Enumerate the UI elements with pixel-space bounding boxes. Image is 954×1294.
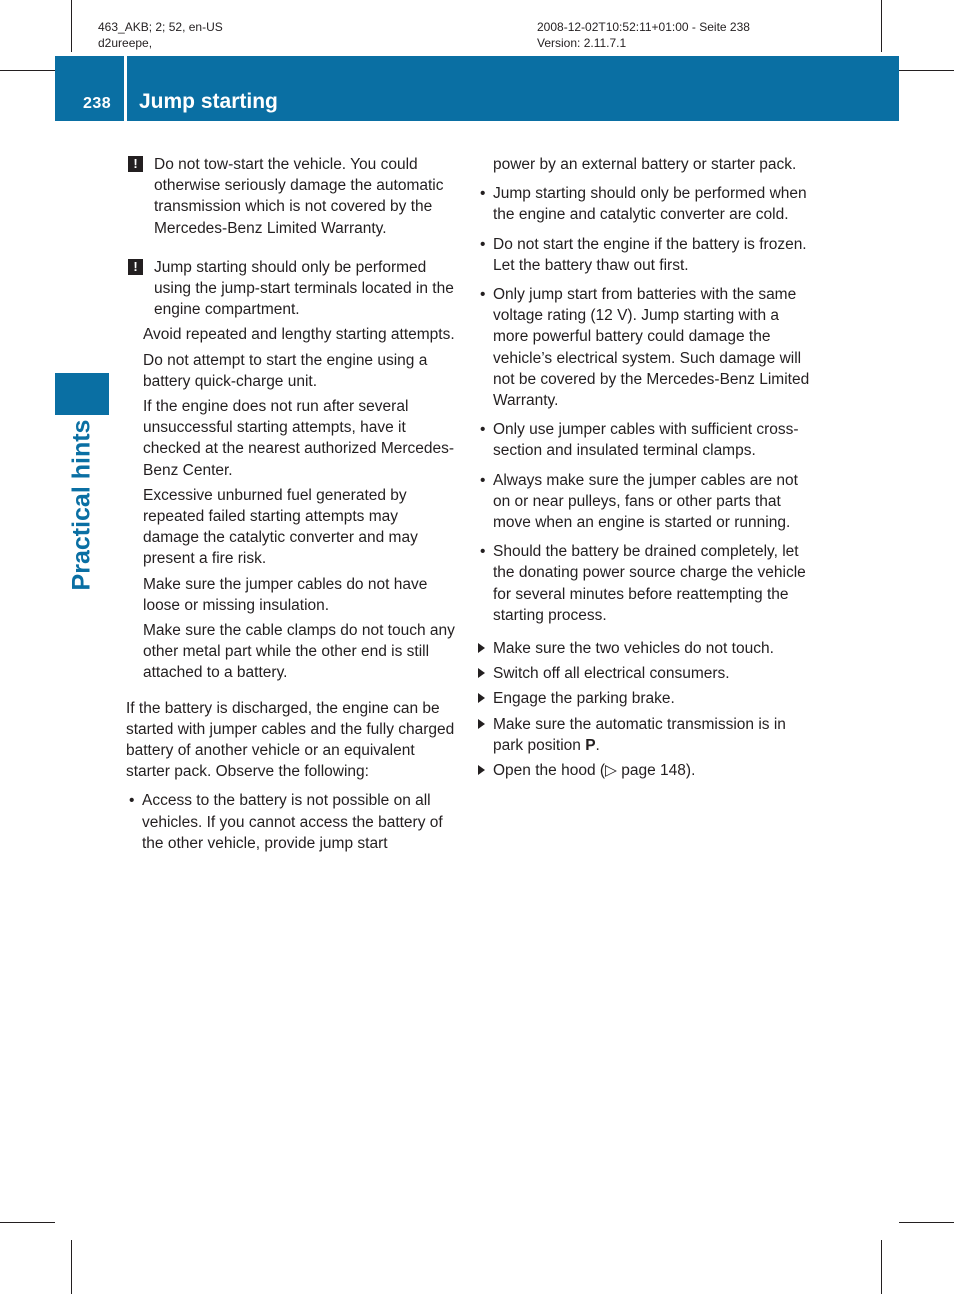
section-title: Jump starting (139, 90, 278, 113)
list-item (477, 541, 812, 626)
instruction-step (477, 688, 812, 709)
bullet-icon: • (129, 792, 135, 810)
list-item (126, 790, 458, 854)
step-text: Make sure the two vehicles do not touch. (493, 640, 774, 658)
page-number: 238 (83, 95, 112, 112)
warning-paragraph: Make sure the cable clamps do not touch any other metal part while the other end is still attached to a battery. (143, 622, 455, 682)
crop-mark (881, 1240, 882, 1294)
bullet-icon: • (480, 185, 486, 203)
instruction-step (477, 638, 812, 659)
step-text: Switch off all electrical consumers. (493, 665, 730, 683)
warning-text: Do not tow-start the vehicle. You could otherwise seriously damage the automatic transmission which is not covered by the Mercedes-Benz Limited Warranty. (154, 156, 444, 237)
print-meta-left (98, 19, 223, 51)
park-position-label: P (585, 736, 596, 754)
warning-paragraph: Do not attempt to start the engine using a battery quick-charge unit. (143, 351, 428, 390)
bullet-icon: • (480, 235, 486, 253)
list-item (477, 470, 812, 534)
list-item (477, 284, 812, 411)
list-item (477, 419, 812, 461)
step-arrow-icon (478, 693, 485, 703)
step-text: Engage the parking brake. (493, 690, 675, 708)
step-arrow-icon (478, 643, 485, 653)
step-text: Open the hood (▷ page 148). (493, 762, 696, 780)
warning-note (126, 154, 458, 239)
list-item (477, 183, 812, 225)
chapter-tab-label: Practical hints (67, 419, 96, 591)
warning-icon: ! (128, 156, 143, 172)
crop-mark (0, 70, 55, 71)
list-item (477, 234, 812, 276)
list-item-text: Should the battery be drained completely, let the donating power source charge the vehicle for several minutes before reattempting the starting process. (493, 543, 806, 624)
bullet-icon: • (480, 421, 486, 439)
step-arrow-icon (478, 765, 485, 775)
step-arrow-icon (478, 668, 485, 678)
list-item-text: Jump starting should only be performed when the engine and catalytic converter are cold. (493, 185, 807, 224)
meta-line: 2008-12-02T10:52:11+01:00 - Seite 238 (537, 20, 750, 34)
crop-mark (71, 0, 72, 52)
step-arrow-icon (478, 719, 485, 729)
intro-paragraph: If the battery is discharged, the engine can be started with jumper cables and the fully charged battery of another vehicle or an equivalent starter pack. Observe the following: (126, 699, 455, 781)
crop-mark (881, 0, 882, 52)
bullet-icon: • (480, 471, 486, 489)
meta-line: d2ureepe, (98, 36, 153, 50)
header-divider (124, 56, 127, 121)
list-item-text: Only jump start from batteries with the same voltage rating (12 V). Jump starting with a more powerful battery could damage the vehicle’s electrical system. Such damage will not be covered by the Mercedes-Benz Limited Warranty. (493, 286, 810, 410)
left-column (126, 154, 458, 862)
list-item-continuation: power by an external battery or starter pack. (493, 156, 797, 173)
instruction-step (477, 714, 812, 756)
warning-text: Jump starting should only be performed using the jump-start terminals located in the engine compartment. (154, 258, 454, 319)
crop-mark (899, 1222, 954, 1223)
warning-note (126, 257, 458, 321)
meta-line: 463_AKB; 2; 52, en-US (98, 20, 223, 34)
list-item-text: Always make sure the jumper cables are not on or near pulleys, fans or other parts that move when an engine is started or running. (493, 471, 798, 532)
chapter-tab-marker (55, 373, 109, 415)
warning-icon: ! (128, 259, 143, 275)
instruction-step (477, 760, 812, 781)
right-column (477, 154, 812, 785)
warning-paragraph: If the engine does not run after several unsuccessful starting attempts, have it checked at the nearest authorized Mercedes-Benz Center. (143, 398, 455, 479)
list-item-text: Only use jumper cables with sufficient cross-section and insulated terminal clamps. (493, 421, 799, 460)
step-text-end: . (595, 736, 600, 754)
crop-mark (899, 70, 954, 71)
bullet-icon: • (480, 286, 486, 304)
step-text: Make sure the automatic transmission is in park position (493, 715, 786, 754)
instruction-step (477, 663, 812, 684)
list-item-text: Access to the battery is not possible on all vehicles. If you cannot access the battery of the other vehicle, provide jump start (142, 792, 443, 852)
crop-mark (71, 1240, 72, 1294)
print-meta-right (537, 19, 750, 51)
instruction-steps (477, 638, 812, 781)
warning-paragraph: Make sure the jumper cables do not have loose or missing insulation. (143, 575, 428, 614)
warning-paragraph: Avoid repeated and lengthy starting attempts. (143, 326, 455, 344)
bullet-icon: • (480, 543, 486, 561)
crop-mark (0, 1222, 55, 1223)
meta-line: Version: 2.11.7.1 (537, 36, 627, 50)
warning-paragraph: Excessive unburned fuel generated by repeated failed starting attempts may damage the catalytic converter and may present a fire risk. (143, 486, 418, 568)
list-item-text: Do not start the engine if the battery is frozen. Let the battery thaw out first. (493, 235, 807, 274)
